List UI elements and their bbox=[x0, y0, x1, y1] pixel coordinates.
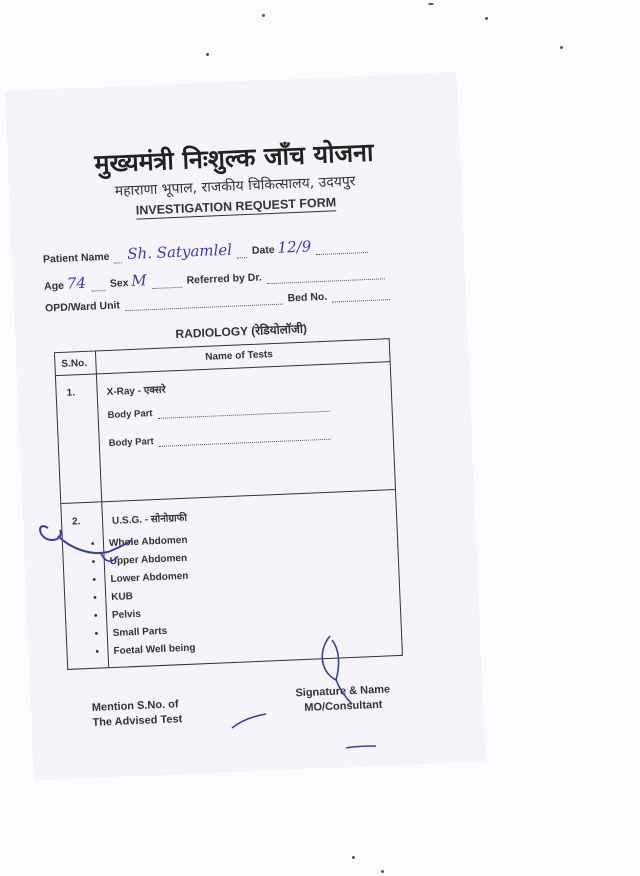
mention-line-1: Mention S.No. of bbox=[91, 698, 179, 714]
radiology-heading: RADIOLOGY (रेडियोलॉजी) bbox=[175, 321, 308, 342]
scan-speck bbox=[206, 53, 209, 56]
usg-option[interactable]: • Upper Abdomen bbox=[92, 553, 193, 575]
age-sex-row bbox=[44, 261, 387, 293]
opd-bed-row bbox=[45, 288, 392, 315]
dotted-line bbox=[152, 277, 182, 289]
body-part-label: Body Part bbox=[108, 436, 154, 449]
signature-line-1: Signature & Name bbox=[295, 683, 391, 700]
age-value[interactable]: 74 bbox=[66, 273, 87, 293]
row-divider bbox=[61, 489, 395, 504]
age-label: Age bbox=[43, 279, 65, 293]
opd-label: OPD/Ward Unit bbox=[44, 299, 121, 315]
hospital-name: महाराणा भूपाल, राजकीय चिकित्सालय, उदयपुर bbox=[114, 173, 356, 200]
usg-options-list bbox=[91, 535, 196, 665]
usg-option[interactable]: • Foetal Well being bbox=[95, 643, 196, 665]
dotted-line bbox=[237, 247, 247, 258]
sex-label: Sex bbox=[109, 277, 129, 290]
investigation-form-sheet bbox=[6, 73, 484, 779]
bed-label: Bed No. bbox=[287, 290, 328, 305]
signature-block bbox=[295, 682, 391, 716]
dotted-line bbox=[114, 252, 122, 263]
scan-speck bbox=[560, 46, 563, 49]
usg-option[interactable]: • Small Parts bbox=[95, 625, 196, 647]
opd-field[interactable] bbox=[125, 294, 283, 312]
mention-sno-note bbox=[92, 697, 183, 731]
dotted-line bbox=[316, 242, 368, 255]
bed-field[interactable] bbox=[332, 289, 390, 302]
xray-test: X-Ray - एक्सरे bbox=[106, 384, 166, 399]
column-sno-header: S.No. bbox=[61, 357, 88, 370]
mention-line-2: The Advised Test bbox=[92, 713, 183, 729]
scan-speck bbox=[381, 870, 384, 873]
referred-field[interactable] bbox=[267, 268, 385, 284]
form-title-text: INVESTIGATION REQUEST FORM bbox=[135, 195, 337, 218]
usg-option[interactable]: • Whole Abdomen bbox=[91, 535, 192, 557]
usg-option[interactable]: • KUB bbox=[93, 589, 194, 611]
scan-speck bbox=[352, 856, 355, 859]
sex-value[interactable]: M bbox=[130, 271, 148, 290]
row2-sno: 2. bbox=[71, 516, 81, 528]
column-name-header: Name of Tests bbox=[205, 349, 274, 363]
body-part-label: Body Part bbox=[107, 408, 153, 422]
header-divider bbox=[56, 361, 390, 376]
dotted-line bbox=[91, 280, 105, 292]
scan-speck bbox=[485, 17, 488, 20]
referred-label: Referred by Dr. bbox=[186, 271, 263, 287]
scheme-title: मुख्यमंत्री निःशुल्क जाँच योजना bbox=[93, 137, 374, 179]
row1-sno: 1. bbox=[66, 387, 76, 399]
signature-line-2: MO/Consultant bbox=[304, 698, 383, 715]
usg-test: U.S.G. - सोनोग्राफी bbox=[111, 512, 188, 527]
scan-speck bbox=[262, 14, 265, 17]
date-label: Date bbox=[251, 243, 275, 257]
date-value[interactable]: 12/9 bbox=[277, 237, 312, 257]
usg-option[interactable]: • Pelvis bbox=[94, 607, 195, 629]
patient-name-row bbox=[43, 235, 371, 267]
scan-speck bbox=[428, 3, 434, 5]
patient-name-value[interactable]: Sh. Satyamlel bbox=[126, 240, 233, 264]
patient-name-label: Patient Name bbox=[42, 250, 110, 266]
usg-option[interactable]: • Lower Abdomen bbox=[92, 571, 193, 593]
